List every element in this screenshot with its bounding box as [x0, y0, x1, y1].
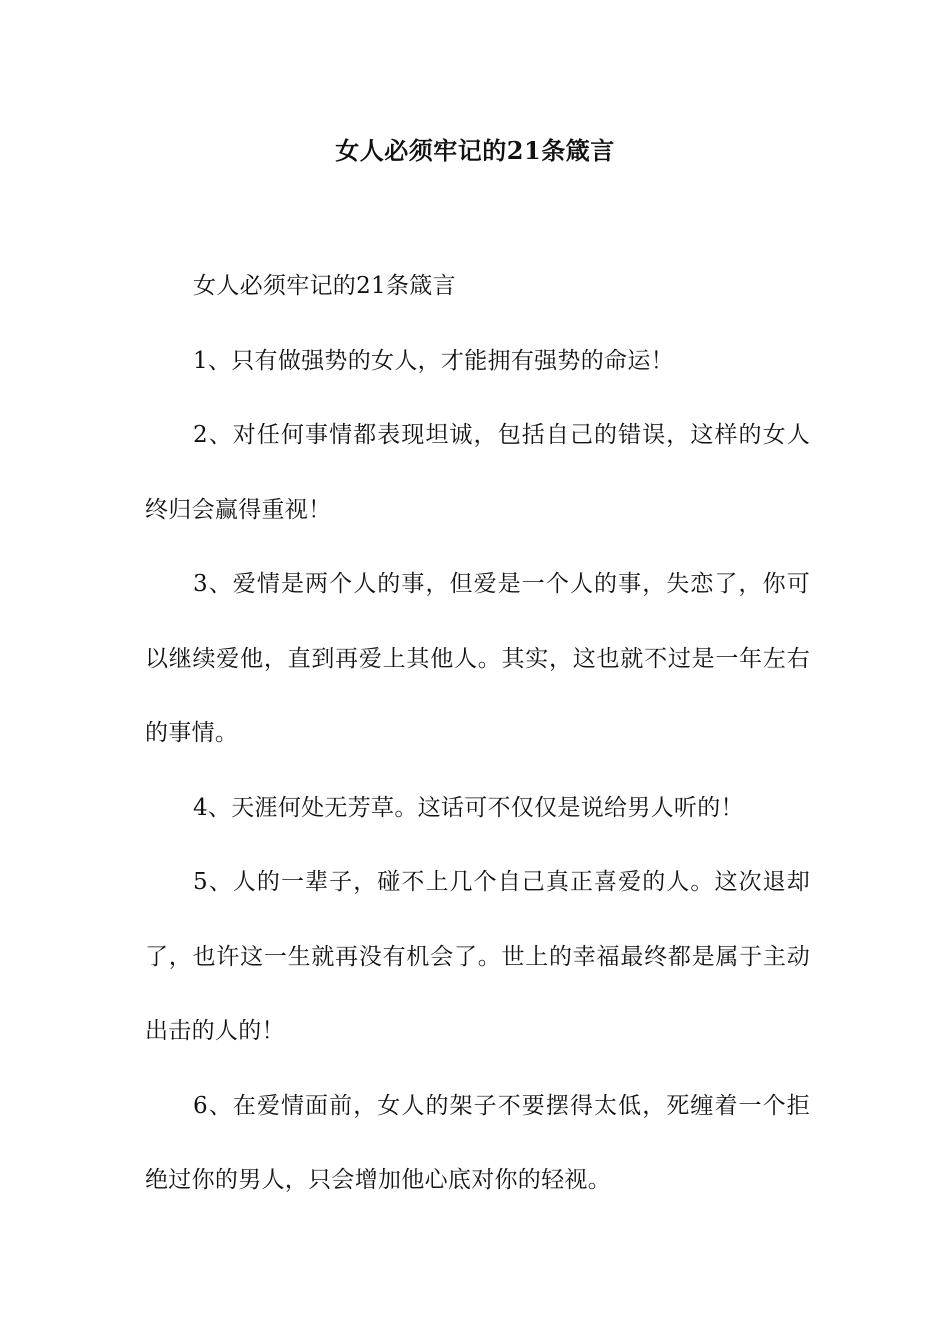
- paragraph-1: 1、只有做强势的女人，才能拥有强势的命运！: [193, 347, 674, 374]
- paragraph-3: 3、爱情是两个人的事，但爱是一个人的事，失恋了，你可以继续爱他，直到再爱上其他人。其实，这也就不过是一年左右的事情。: [145, 571, 810, 746]
- paragraph-4: 4、天涯何处无芳草。这话可不仅仅是说给男人听的！: [193, 794, 744, 821]
- document-title: 女人必须牢记的21条箴言: [335, 136, 615, 165]
- document-body: [145, 249, 810, 1218]
- paragraph-2: 2、对任何事情都表现坦诚，包括自己的错误，这样的女人终归会赢得重视！: [145, 422, 810, 523]
- paragraph-5: 5、人的一辈子，碰不上几个自己真正喜爱的人。这次退却了，也许这一生就再没有机会了。世上的幸福最终都是属于主动出击的人的！: [145, 869, 810, 1044]
- paragraph-6: 6、在爱情面前，女人的架子不要摆得太低，死缠着一个拒绝过你的男人，只会增加他心底对你的轻视。: [145, 1092, 810, 1193]
- paragraph-subtitle: 女人必须牢记的21条箴言: [193, 273, 456, 299]
